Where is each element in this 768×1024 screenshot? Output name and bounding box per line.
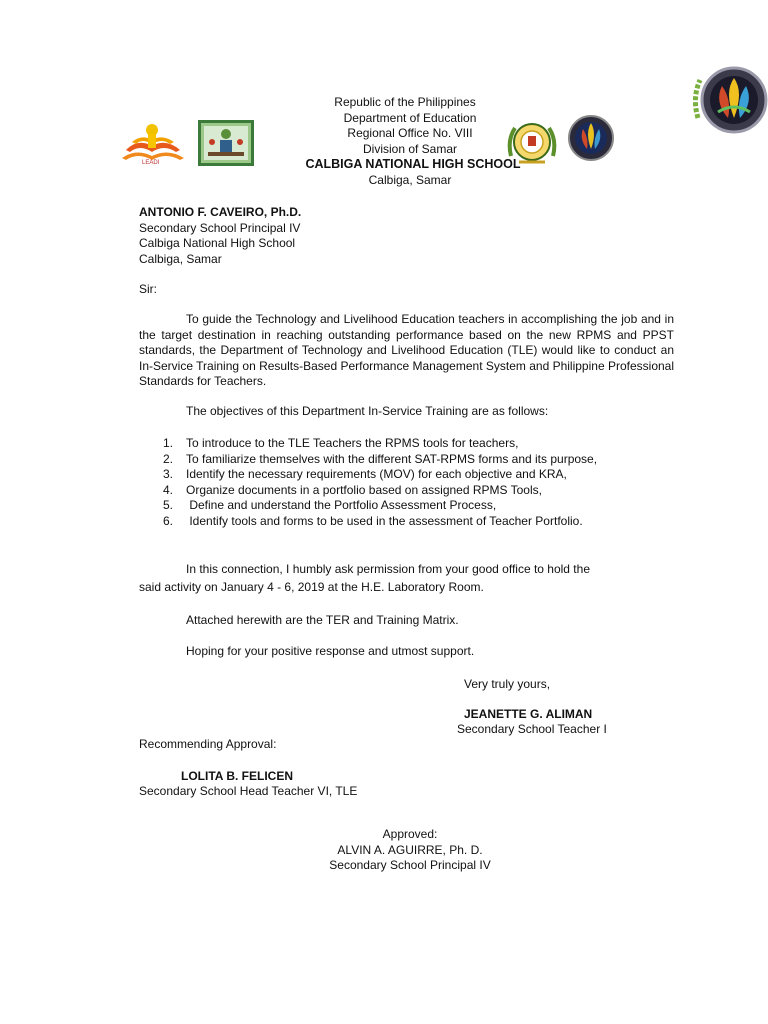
addressee-name: ANTONIO F. CAVEIRO, Ph.D. — [139, 205, 302, 219]
list-item — [139, 483, 679, 499]
signer-name: JEANETTE G. ALIMAN — [464, 707, 593, 721]
approved-title: Secondary School Principal IV — [329, 858, 491, 872]
hoping-line: Hoping for your positive response and utmost support. — [186, 644, 475, 658]
letterhead — [240, 95, 570, 188]
addressee-school: Calbiga National High School — [139, 236, 296, 250]
list-item — [139, 498, 679, 514]
approved-label: Approved: — [382, 827, 438, 841]
letterhead-town: Calbiga, Samar — [368, 172, 452, 187]
leadi-logo-text: LEADI — [142, 160, 160, 166]
letterhead-country: Republic of the Philippines — [334, 95, 476, 109]
recommending-name: LOLITA B. FELICEN — [181, 769, 293, 783]
letterhead-department: Department of Education — [343, 110, 477, 125]
list-item-text: To familiarize themselves with the different SAT-RPMS forms and its purpose, — [186, 451, 598, 466]
list-item-text: Identify the necessary requirements (MOV) for each objective and KRA, — [186, 467, 567, 481]
complimentary-close: Very truly yours, — [464, 677, 551, 691]
connection-line-2: said activity on January 4 - 6, 2019 at the H.E. Laboratory Room. — [139, 580, 484, 594]
list-item-text: Identify tools and forms to be used in the assessment of Teacher Portfolio. — [186, 513, 583, 528]
emblem-logo — [567, 113, 615, 163]
recommending-title: Secondary School Head Teacher VI, TLE — [139, 784, 358, 798]
list-item-number: 3. — [162, 467, 173, 481]
list-item-number: 6. — [162, 513, 173, 528]
objectives-intro: The objectives of this Department In-Service Training are as follows: — [186, 404, 549, 418]
list-item — [139, 452, 679, 468]
letterhead-school: CALBIGA NATIONAL HIGH SCHOOL — [305, 157, 521, 171]
list-item-number: 2. — [162, 451, 173, 466]
list-item-text: Define and understand the Portfolio Assessment Process, — [186, 498, 497, 512]
leadi-logo — [118, 120, 188, 168]
salutation: Sir: — [139, 282, 157, 296]
addressee-position: Secondary School Principal IV — [139, 220, 301, 235]
addressee-address: Calbiga, Samar — [139, 251, 222, 266]
large-emblem-logo — [692, 62, 768, 142]
attached-line: Attached herewith are the TER and Training Matrix. — [186, 613, 459, 627]
list-item-number: 5. — [162, 498, 173, 512]
letterhead-region: Regional Office No. VIII — [347, 126, 473, 140]
body-paragraph-1: To guide the Technology and Livelihood Education teachers in accomplishing the job and in the target destination in reaching outstanding performance based on the new RPMS and PPST standards, the Department of Technology and Livelihood Education (TLE) would like to conduct an In-Service Training on Results-Based Performance Management System and Philippine Professional Standards for Teachers. — [139, 312, 674, 388]
recommending-label: Recommending Approval: — [139, 737, 277, 751]
list-item — [139, 467, 679, 483]
list-item — [139, 514, 679, 530]
list-item-number: 1. — [162, 436, 173, 450]
addressee-block — [139, 205, 539, 267]
list-item-text: Organize documents in a portfolio based on assigned RPMS Tools, — [186, 482, 542, 497]
letterhead-division: Division of Samar — [362, 141, 458, 156]
approved-block — [310, 827, 510, 874]
objectives-list — [139, 436, 679, 529]
signer-title: Secondary School Teacher I — [457, 722, 607, 736]
connection-line-1: In this connection, I humbly ask permission from your good office to hold the — [186, 562, 590, 576]
list-item-number: 4. — [162, 482, 173, 497]
list-item — [139, 436, 679, 452]
list-item-text: To introduce to the TLE Teachers the RPMS tools for teachers, — [186, 436, 519, 450]
approved-name: ALVIN A. AGUIRRE, Ph. D. — [337, 842, 483, 857]
